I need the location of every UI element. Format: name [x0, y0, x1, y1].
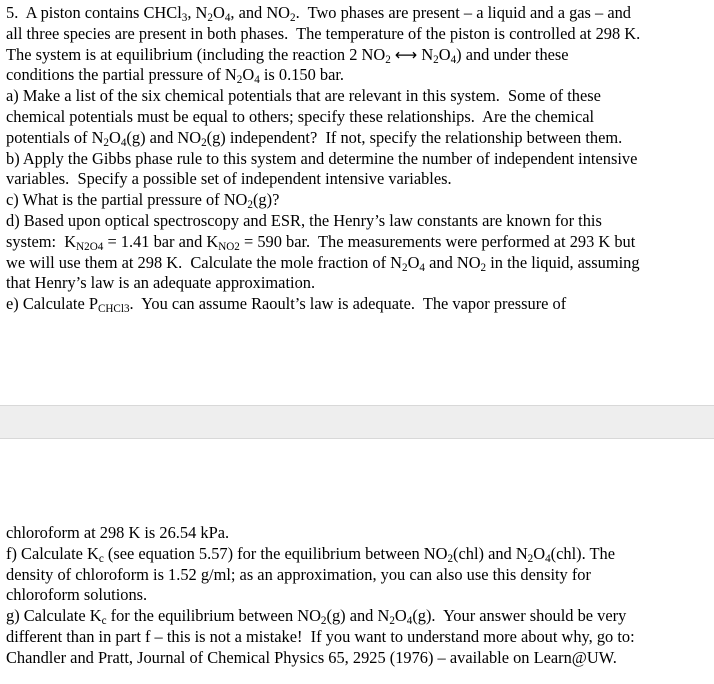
text-line — [6, 211, 602, 231]
text-segment: O — [407, 252, 420, 272]
subscript: 4 — [545, 552, 551, 565]
text-line — [6, 648, 617, 668]
text-segment: chemical potentials must be equal to others; specify these relationships. Are the chemical — [6, 107, 595, 126]
text-line — [6, 232, 635, 252]
subscript: 4 — [224, 12, 231, 25]
subscript: c — [101, 615, 107, 628]
text-segment: O — [438, 44, 451, 64]
text-segment: O — [109, 127, 121, 147]
text-line — [6, 107, 594, 127]
subscript: 3 — [181, 12, 188, 25]
text-line — [6, 565, 591, 585]
text-segment: density of chloroform is 1.52 g/ml; as an approximation, you can also use this density for — [6, 564, 591, 584]
text-line — [6, 190, 279, 210]
page-break-gap — [0, 405, 714, 439]
subscript: 2 — [201, 136, 207, 149]
subscript: N2O4 — [76, 240, 104, 253]
text-segment: = 590 bar. The measurements were performed at 293 K but — [239, 231, 636, 251]
text-line — [6, 128, 622, 148]
text-segment: e) Calculate P — [6, 294, 98, 314]
subscript: 2 — [402, 261, 408, 274]
text-line — [6, 45, 569, 65]
text-segment: is 0.150 bar. — [259, 65, 345, 85]
subscript: 2 — [385, 53, 391, 66]
subscript: 4 — [419, 261, 425, 274]
text-segment: (see equation 5.57) for the equilibrium between NO — [103, 543, 448, 563]
subscript: 2 — [433, 53, 439, 66]
text-segment: b) Apply the Gibbs phase rule to this system and determine the number of independent intensive — [6, 148, 638, 168]
text-line — [6, 523, 229, 543]
subscript: 2 — [247, 199, 253, 212]
text-line — [6, 149, 637, 169]
text-line — [6, 65, 344, 85]
subscript: 2 — [290, 12, 296, 25]
text-segment: Chandler and Pratt, Journal of Chemical Physics 65, 2925 (1976) – available on Learn@UW. — [6, 647, 617, 667]
subscript: 2 — [389, 615, 395, 628]
text-segment: g) Calculate K — [6, 606, 102, 626]
text-segment: f) Calculate K — [6, 543, 99, 563]
text-segment: 5. A piston contains CHCl — [6, 3, 182, 22]
subscript: 2 — [480, 261, 487, 274]
text-segment: (chl) and N — [453, 543, 528, 563]
subscript: CHCl3 — [97, 303, 130, 316]
text-line — [6, 253, 640, 273]
subscript: 4 — [254, 74, 260, 87]
text-segment: different than in part f – this is not a mistake! If you want to understand more about why, go to: — [6, 627, 635, 646]
text-line — [6, 544, 615, 564]
text-line — [6, 86, 601, 106]
subscript: NO2 — [218, 240, 240, 253]
text-segment: c) What is the partial pressure of NO — [6, 190, 248, 210]
subscript: 4 — [406, 615, 413, 628]
text-segment: (g). Your answer should be very — [412, 606, 627, 626]
text-segment: and NO — [425, 252, 481, 272]
subscript: 4 — [120, 136, 127, 149]
subscript: c — [98, 552, 104, 565]
text-line — [6, 24, 640, 44]
text-segment: O — [212, 3, 225, 22]
text-segment: . You can assume Raoult’s law is adequate. The vapor pressure of — [129, 294, 567, 314]
text-line — [6, 169, 452, 189]
text-segment: conditions the partial pressure of N — [6, 65, 237, 85]
text-segment: O — [394, 606, 407, 626]
text-line — [6, 273, 315, 293]
subscript: 2 — [236, 74, 243, 87]
text-segment: (g) and N — [326, 606, 390, 626]
subscript: 2 — [527, 552, 534, 565]
text-segment: that Henry’s law is an adequate approximation. — [6, 273, 316, 293]
text-line — [6, 3, 631, 23]
subscript: 4 — [450, 53, 457, 66]
subscript: 2 — [103, 136, 109, 149]
text-segment: potentials of N — [6, 127, 104, 147]
subscript: 2 — [447, 552, 454, 565]
text-segment: all three species are present in both phases. The temperature of the piston is controlled at 298 K. — [6, 23, 641, 43]
text-segment: O — [533, 543, 546, 563]
text-line — [6, 606, 626, 626]
text-segment: (g)? — [252, 190, 280, 210]
text-line — [6, 627, 635, 647]
text-segment: (g) independent? If not, specify the relationship between them. — [206, 127, 623, 147]
text-segment: (g) and NO — [126, 127, 202, 147]
text-segment: chloroform solutions. — [6, 585, 148, 605]
text-segment: system: K — [6, 231, 77, 251]
text-segment: in the liquid, assuming — [486, 252, 640, 272]
text-segment: for the equilibrium between NO — [106, 606, 321, 626]
text-segment: , N — [187, 3, 208, 22]
text-segment: d) Based upon optical spectroscopy and ESR, the Henry’s law constants are known for this — [6, 211, 602, 230]
text-segment: , and NO — [230, 3, 291, 22]
equilibrium-arrow: ⟷ — [394, 45, 418, 64]
text-segment: . Two phases are present – a liquid and a gas – and — [295, 3, 631, 22]
text-segment: ) and under these — [456, 44, 569, 64]
text-segment: N — [417, 44, 434, 64]
subscript: 2 — [320, 615, 327, 628]
text-segment: = 1.41 bar and K — [103, 231, 219, 251]
text-line — [6, 585, 147, 605]
text-segment: variables. Specify a possible set of independent intensive variables. — [6, 169, 452, 189]
text-segment: we will use them at 298 K. Calculate the mole fraction of N — [6, 252, 402, 272]
text-segment: O — [242, 65, 255, 85]
text-segment: chloroform at 298 K is 26.54 kPa. — [6, 523, 230, 542]
text-segment: (chl). The — [550, 543, 615, 563]
document-page-bottom — [0, 439, 714, 684]
text-segment: The system is at equilibrium (including the reaction 2 NO — [6, 44, 386, 64]
text-line — [6, 294, 566, 314]
text-segment: a) Make a list of the six chemical potentials that are relevant in this system. Some of these — [6, 86, 601, 106]
subscript: 2 — [207, 12, 213, 25]
